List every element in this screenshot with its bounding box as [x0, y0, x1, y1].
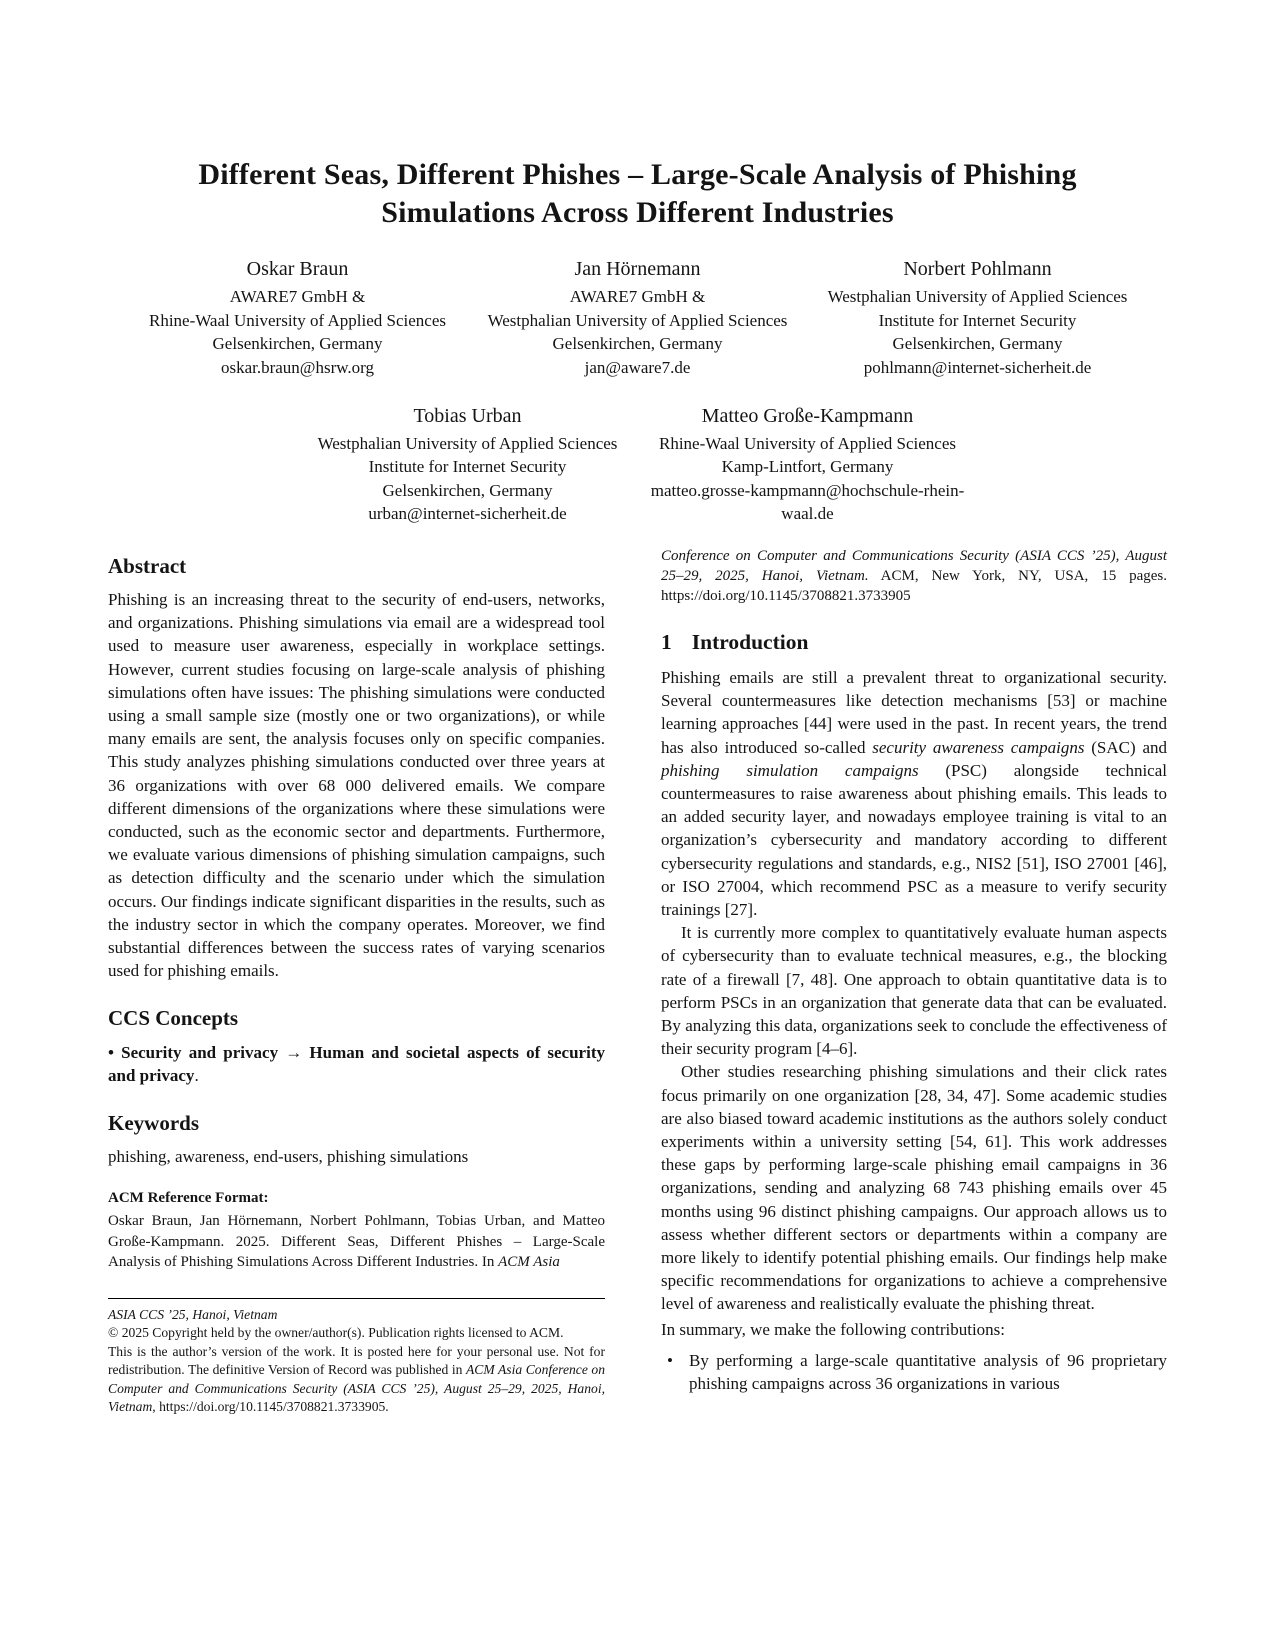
- author-name: Oskar Braun: [246, 258, 349, 281]
- author-affiliation: [643, 432, 973, 479]
- author-block-matteo-grosse-kampmann: [643, 403, 973, 526]
- contribution-list-item: [661, 1349, 1167, 1395]
- author-row-2: [0, 403, 1275, 526]
- contribution-bullet-text: By performing a large-scale quantitative analysis of 96 proprietary phishing campaigns across 36 organizations in various: [689, 1350, 1167, 1393]
- ccs-concepts-heading: CCS Concepts: [108, 1006, 239, 1031]
- right-column: [661, 542, 1167, 1417]
- section-title: Introduction: [691, 630, 809, 655]
- intro-paragraph-3: Other studies researching phishing simulations and their click rates focus primarily on one organization [28, 34, 47]. Some academic studies are also biased toward academic institutions as the authors solely conduct experiments within a university setting [54, 61]. This work addresses these gaps by performing large-scale phishing email campaigns in 36 organizations, sending and analyzing 68 743 phishing emails over 45 months using 96 distinct phishing campaigns. Our approach allows us to assess whether different sectors or departments within a company are more likely to identify potential phishing emails. Our findings help make specific recommendations for organizations to achieve a comprehensive level of awareness and realistically evaluate the phishing threat.: [661, 1062, 1167, 1314]
- author-affiliation-line: Gelsenkirchen, Germany: [212, 334, 383, 354]
- ccs-concept-primary: Security and privacy: [121, 1042, 279, 1062]
- author-block-tobias-urban: [303, 403, 633, 526]
- acm-reference-doi-link[interactable]: https://doi.org/10.1145/3708821.3733905: [661, 588, 911, 604]
- intro-p1-roman: Phishing emails are still a prevalent threat to organizational security. Several countermeasures like detection mechanisms [53] or machine learning approaches [44] were used in the past. In recent years, the trend has also introduced so-called: [661, 667, 1167, 757]
- intro-p1-roman: (PSC) alongside technical countermeasures to raise awareness about phishing emails. This leads to an added security layer, and nowadays employee training is vital to an organization’s cybersecurity and mandatory according to different cybersecurity regulations and standards, e.g., NIS2 [51], ISO 27001 [46], or ISO 27004, which recommend PSC as a measure to verify security trainings [27].: [661, 760, 1167, 919]
- footnote-note-venue: ACM Asia Conference on Computer and Communications Security (ASIA CCS ’25), August 25–29, 2025, Hanoi, Vietnam: [108, 1362, 606, 1415]
- intro-p1-roman: (SAC) and: [1084, 737, 1167, 757]
- acm-reference-heading: ACM Reference Format:: [108, 1190, 269, 1207]
- ccs-bullet: •: [108, 1042, 122, 1062]
- footnote-doi-link[interactable]: https://doi.org/10.1145/3708821.3733905: [159, 1399, 386, 1415]
- author-name: Jan Hörnemann: [574, 258, 701, 281]
- author-email[interactable]: jan@aware7.de: [584, 357, 691, 377]
- author-email[interactable]: urban@internet-sicherheit.de: [368, 504, 567, 524]
- author-block-norbert-pohlmann: [813, 256, 1143, 379]
- abstract-text: Phishing is an increasing threat to the security of end-users, networks, and organizations. Phishing simulations via email are a widespread tool used to measure user awareness, especially in workplace settings. However, current studies focusing on large-scale analysis of phishing simulations often have issues: The phishing simulations were conducted using a small sample size (mostly one or two organizations), or while many emails are sent, the analysis focuses only on specific companies. This study analyzes phishing simulations conducted over three years at 36 organizations with over 68 000 delivered emails. We compare different dimensions of the organizations where these simulations were conducted, such as the economic sector and departments. Furthermore, we evaluate various dimensions of phishing simulation campaigns, such as detection difficulty and the scenario under which the simulation occurs. Our findings indicate significant disparities in the results, such as the industry sector in which the company operates. Moreover, we find substantial differences between the success rates of varying scenarios used for phishing emails.: [108, 590, 605, 981]
- two-column-body: [0, 542, 1275, 1417]
- acm-reference-continuation: [661, 546, 1167, 606]
- footnote-venue: ASIA CCS ’25, Hanoi, Vietnam: [108, 1306, 278, 1322]
- ccs-concepts-text: [108, 1041, 605, 1087]
- author-email[interactable]: oskar.braun@hsrw.org: [220, 357, 375, 377]
- acm-reference-publisher: ACM, New York, NY, USA, 15 pages.: [868, 567, 1167, 584]
- author-affiliation-line: AWARE7 GmbH &: [569, 287, 706, 307]
- acm-reference-text: [108, 1211, 605, 1271]
- introduction-heading: [661, 630, 1167, 656]
- author-block-oskar-braun: [133, 256, 463, 379]
- acm-reference-venue-start: ACM Asia: [498, 1253, 560, 1270]
- bullet-dot-icon: •: [667, 1350, 673, 1370]
- ccs-arrow: →: [278, 1042, 310, 1062]
- author-affiliation-line: Institute for Internet Security: [368, 457, 567, 477]
- author-affiliation: [133, 285, 463, 355]
- author-affiliation: [473, 285, 803, 355]
- copyright-footnote: [108, 1298, 605, 1417]
- author-affiliation-line: Rhine-Waal University of Applied Sciences: [148, 310, 446, 330]
- footnote-copyright: © 2025 Copyright held by the owner/author(s). Publication rights licensed to ACM.: [108, 1325, 564, 1341]
- acm-reference-venue-rest: Conference on Computer and Communications Security (ASIA CCS ’25), August 25–29, 2025, Hanoi, Vietnam.: [661, 547, 1167, 584]
- author-affiliation-line: Westphalian University of Applied Sciences: [317, 434, 618, 453]
- acm-reference-roman: Oskar Braun, Jan Hörnemann, Norbert Pohlmann, Tobias Urban, and Matteo Große-Kampmann. 2025. Different Seas, Different Phishes – Large-Scale Analysis of Phishing Simulations Across Different Industries. In: [108, 1213, 605, 1270]
- author-affiliation-line: Gelsenkirchen, Germany: [892, 334, 1063, 354]
- intro-p1-term-psc: phishing simulation campaigns: [661, 760, 919, 780]
- intro-paragraph-2: It is currently more complex to quantitatively evaluate human aspects of cybersecurity than to evaluate technical measures, e.g., the blocking rate of a firewall [7, 48]. One approach to obtain quantitative data is to perform PSCs in an organization that generate data that can be evaluated. By analyzing this data, organizations seek to conclude the effectiveness of their security program [4–6].: [661, 923, 1167, 1059]
- author-affiliation-line: Institute for Internet Security: [878, 310, 1077, 330]
- intro-p1-term-sac: security awareness campaigns: [872, 737, 1085, 757]
- footnote-note: [108, 1343, 605, 1417]
- author-block-jan-hoernemann: [473, 256, 803, 379]
- section-number: 1: [661, 630, 672, 655]
- author-affiliation-line: Westphalian University of Applied Sciences: [827, 287, 1128, 307]
- footnote-note-period: .: [385, 1399, 389, 1415]
- author-email[interactable]: matteo.grosse-kampmann@hochschule-rhein-waal.de: [650, 480, 965, 524]
- left-column: [108, 542, 605, 1417]
- keywords-text: phishing, awareness, end-users, phishing simulations: [108, 1147, 469, 1167]
- abstract-heading: Abstract: [108, 553, 187, 578]
- contributions-summary-line: In summary, we make the following contributions:: [661, 1319, 1006, 1339]
- author-affiliation-line: AWARE7 GmbH &: [229, 287, 366, 307]
- author-affiliation-line: Rhine-Waal University of Applied Sciences: [658, 434, 956, 453]
- author-name: Tobias Urban: [413, 405, 522, 427]
- author-affiliation-line: Westphalian University of Applied Sciences: [487, 310, 788, 330]
- author-email[interactable]: pohlmann@internet-sicherheit.de: [863, 357, 1092, 377]
- footnote-note-sep: ,: [152, 1399, 160, 1415]
- author-affiliation: [813, 285, 1143, 355]
- intro-paragraph-1: [661, 666, 1167, 921]
- author-name: Matteo Große-Kampmann: [701, 405, 914, 427]
- ccs-period: .: [194, 1065, 199, 1085]
- author-row-1: [0, 256, 1275, 379]
- author-affiliation-line: Gelsenkirchen, Germany: [552, 334, 723, 354]
- footnote-note-roman: This is the author’s version of the work. It is posted here for your personal use. Not for redistribution. The definitive Version of Record was published in: [108, 1343, 605, 1378]
- author-affiliation: [303, 432, 633, 502]
- paper-title: Different Seas, Different Phishes – Large-Scale Analysis of Phishing Simulations Across Different Industries: [198, 158, 1077, 230]
- ccs-concept-secondary: Human and societal aspects of security and privacy: [108, 1042, 605, 1085]
- author-name: Norbert Pohlmann: [903, 258, 1052, 281]
- author-affiliation-line: Gelsenkirchen, Germany: [382, 480, 553, 500]
- author-affiliation-line: Kamp-Lintfort, Germany: [721, 457, 894, 477]
- keywords-heading: Keywords: [108, 1111, 199, 1136]
